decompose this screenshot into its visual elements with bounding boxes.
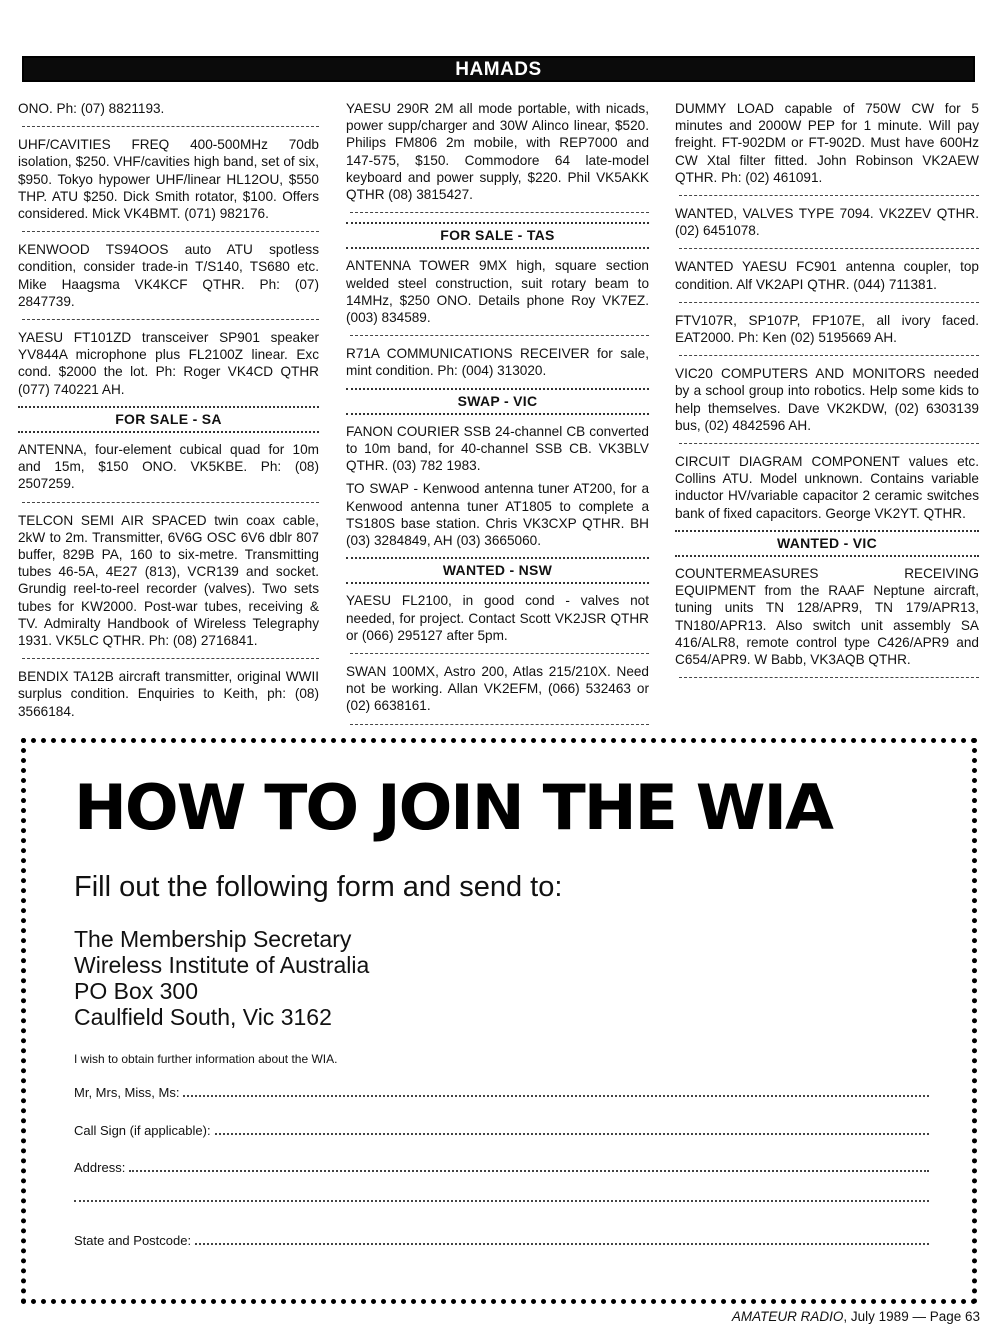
classified-ad: WANTED YAESU FC901 antenna coupler, top condition. Alf VK2API QTHR. (044) 711381. [675,259,979,292]
ad-separator [22,658,319,659]
classified-ad: DUMMY LOAD capable of 750W CW for 5 minutes and 2000W PEP for 1 minute. Will pay freight. FT-902DM or FT-902D. Must have 600Hz CW Xtal filter fitted. John Robinson VK2AEW QTHR. Ph: (02) 461091. [675,101,979,185]
address-line: Wireless Institute of Australia [74,952,370,978]
section-heading: WANTED - VIC [675,530,979,557]
name-field[interactable] [74,1084,929,1100]
ad-separator [22,126,319,127]
ads-column-1 [18,100,319,726]
ad-separator [679,355,979,356]
section-heading: WANTED - NSW [346,557,649,584]
ad-separator [22,231,319,232]
classified-ad: YAESU FL2100, in good cond - valves not needed, for project. Contact Scott VK2JSR QTHR or (066) 295127 after 5pm. [346,593,649,643]
callsign-field[interactable] [74,1122,929,1138]
mailing-address [74,926,369,1030]
classified-ad: FTV107R, SP107P, FP107E, all ivory faced. EAT2000. Ph: Ken (02) 5195669 AH. [675,312,979,346]
address-input-line[interactable] [129,1159,929,1172]
ads-column-2 [346,100,649,734]
address-line: Caulfield South, Vic 3162 [74,1004,332,1030]
ad-separator [350,212,649,213]
name-label: Mr, Mrs, Miss, Ms: [74,1085,180,1100]
classified-ad: TO SWAP - Kenwood antenna tuner AT200, for a Kenwood antenna tuner AT1805 to complete a TS180S base station. Chris VK3CXP QTHR. BH (03) 3284849, AH (03) 3665060. [346,481,649,549]
hamads-title: HAMADS [455,59,542,80]
info-request-text: I wish to obtain further information about the WIA. [74,1052,338,1066]
issue-date-page: , July 1989 — Page 63 [843,1309,980,1324]
ad-separator [679,677,979,678]
state-postcode-label: State and Postcode: [74,1233,192,1248]
address-line: PO Box 300 [74,978,199,1004]
join-title: HOW TO JOIN THE WIA [74,771,832,844]
ad-separator [679,195,979,196]
classified-ad: COUNTERMEASURES RECEIVING EQUIPMENT from the RAAF Neptune aircraft, tuning units TN 128/APR9, TN 179/APR13, TN180/APR13. Also switch unit assembly SA 416/ALR8, remote control type C426/APR9 and C654/APR9. W Babb, VK3AQB QTHR. [675,566,979,668]
join-subtitle: Fill out the following form and send to: [74,871,563,903]
classified-ad: SWAN 100MX, Astro 200, Atlas 215/210X. Need not be working. Allan VK2EFM, (066) 532463 or (02) 6638161. [346,664,649,714]
ads-column-3 [675,100,979,687]
ad-separator [22,319,319,320]
name-input-line[interactable] [183,1084,929,1097]
address-field-line-2[interactable] [74,1189,929,1202]
address-line: The Membership Secretary [74,926,352,952]
magazine-name: AMATEUR RADIO [731,1309,844,1324]
ad-separator [679,302,979,303]
classified-ad: ONO. Ph: (07) 8821193. [18,101,165,116]
address-label: Address: [74,1160,126,1175]
state-postcode-input-line[interactable] [195,1232,929,1245]
state-postcode-field[interactable] [74,1232,929,1248]
classified-ad: CIRCUIT DIAGRAM COMPONENT values etc. Collins ATU. Model unknown. Contains variable inductor HV/variable capacitor 2 ceramic switches bank of fixed capacitors. George VK2YT. QTHR. [675,454,979,521]
ad-separator [350,335,649,336]
section-heading: FOR SALE - SA [18,406,319,433]
section-heading: FOR SALE - TAS [346,222,649,249]
ad-separator [350,653,649,654]
classified-ad: TELCON SEMI AIR SPACED twin coax cable, 2kW to 2m. Transmitter, 6V6G OSC 6V6 dblr 807 buffer, 829B PA, 160 to six-metre. Transmitting tubes 46-5A, 4E27 (813), VCR139 and socket. Grundig reel-to-reel recorder (valves). Two sets tubes for KW2000. Post-war tubes, receiving & TV. Admiralty Handbook of Wireless Telegraphy 1931. VK5LC QTHR. Ph: (08) 2716841. [18,512,319,649]
classified-ad: WANTED, VALVES TYPE 7094. VK2ZEV QTHR. (02) 6451078. [675,206,979,239]
ad-separator [679,248,979,249]
ad-separator [22,502,319,503]
ad-separator [350,724,649,725]
classified-ad: FANON COURIER SSB 24-channel CB converted to 10m band, for 40-channel SSB CB. VK3BLV QTHR. (03) 782 1983. [346,423,649,474]
callsign-label: Call Sign (if applicable): [74,1123,211,1138]
address-input-line-2[interactable] [74,1189,929,1202]
classified-ad: VIC20 COMPUTERS AND MONITORS needed by a school group into robotics. Help some kids to help themselves. Dave VK2KDW, (02) 6303139 bus, (02) 4842596 AH. [675,366,979,433]
classified-ad: ANTENNA, four-element cubical quad for 10m and 15m, $150 ONO. VK5KBE. Ph: (08) 2507259. [18,442,319,492]
classified-ad: YAESU FT101ZD transceiver SP901 speaker YV844A microphone plus FL2100Z linear. Exc cond. $2000 the lot. Ph: Roger VK4CD QTHR (077) 740221 AH. [18,330,319,397]
classified-ad: ANTENNA TOWER 9MX high, square section welded steel construction, suit rotary beam to 14MHz, $250 ONO. Details phone Roy VK7EZ. (003) 834589. [346,258,649,326]
address-field[interactable] [74,1159,929,1175]
ad-separator [679,443,979,444]
classified-ad: YAESU 290R 2M all mode portable, with nicads, power supp/charger and 30W Alinco linear, $520. Philips FM806 2m mobile, with REP7000 and 147-575, $150. Commodore 64 late-model keyboard and power supply, $220. Phil VK5AKK QTHR (08) 3815427. [346,101,649,203]
classified-ad: R71A COMMUNICATIONS RECEIVER for sale, mint condition. Ph: (004) 313020. [346,346,649,379]
join-wia-form [21,738,977,1304]
classified-ad: KENWOOD TS94OOS auto ATU spotless condition, consider trade-in T/S140, TS680 etc. Mike Haagsma VK4KCF QTHR. Ph: (07) 2847739. [18,242,319,309]
section-heading: SWAP - VIC [346,388,649,415]
callsign-input-line[interactable] [215,1122,929,1135]
page-footer [732,1309,980,1324]
classified-ad: BENDIX TA12B aircraft transmitter, original WWII surplus condition. Enquiries to Keith, ph: (08) 3566184. [18,669,319,719]
hamads-header-bar [22,56,975,82]
classified-ad: UHF/CAVITIES FREQ 400-500MHz 70db isolation, $250. VHF/cavities high band, set of six, $950. Tokyo hypower UHF/linear HL12OU, $550 THP. ATU $250. Dick Smith rotator, $100. Offers considered. Mick VK4BMT. (071) 982176. [18,137,319,222]
